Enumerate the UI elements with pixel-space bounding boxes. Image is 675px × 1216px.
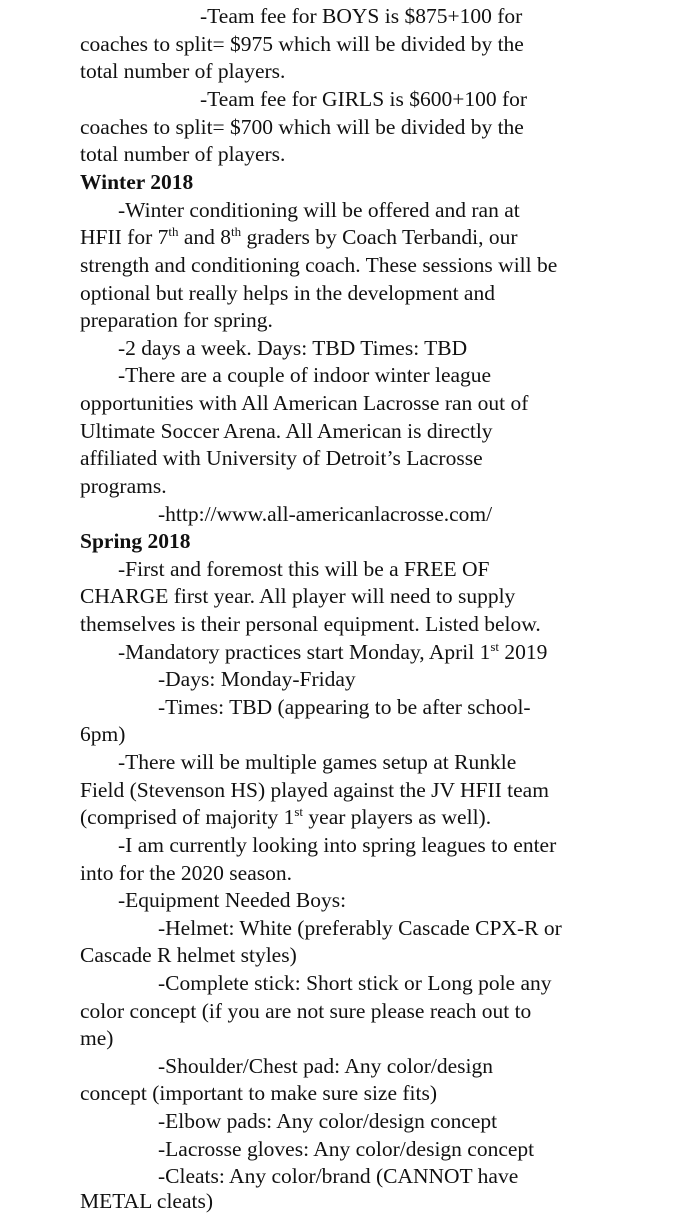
spring-free-line-2: CHARGE first year. All player will need to supply	[80, 584, 516, 608]
equipment-helmet-line-1: -Helmet: White (preferably Cascade CPX-R or	[158, 916, 562, 940]
girls-fee-line-1: -Team fee for GIRLS is $600+100 for	[200, 87, 528, 111]
all-american-lacrosse-link: -http://www.all-americanlacrosse.com/	[158, 502, 493, 526]
spring-practice-days: -Days: Monday-Friday	[158, 667, 356, 691]
winter-leagues-line-4: affiliated with University of Detroit’s Lacrosse	[80, 446, 483, 470]
spring-free-line-3: themselves is their personal equipment. Listed below.	[80, 612, 541, 636]
equipment-cleats-line-2: METAL cleats)	[80, 1189, 213, 1213]
spring-free-line-1: -First and foremost this will be a FREE OF	[118, 557, 490, 581]
spring-practices-start: -Mandatory practices start Monday, April 1st 2019	[118, 639, 548, 664]
girls-fee-line-3: total number of players.	[80, 142, 286, 166]
spring-heading: Spring 2018	[80, 529, 191, 553]
winter-leagues-line-3: Ultimate Soccer Arena. All American is directly	[80, 419, 493, 443]
boys-fee-line-2: coaches to split= $975 which will be divided by the	[80, 32, 524, 56]
winter-leagues-line-2: opportunities with All American Lacrosse ran out of	[80, 391, 529, 415]
spring-practice-times-line-2: 6pm)	[80, 722, 126, 746]
equipment-cleats-line-1: -Cleats: Any color/brand (CANNOT have	[158, 1164, 519, 1188]
spring-leagues-line-2: into for the 2020 season.	[80, 861, 292, 885]
equipment-stick-line-3: me)	[80, 1026, 114, 1050]
winter-leagues-line-1: -There are a couple of indoor winter league	[118, 363, 492, 387]
equipment-elbow-pads: -Elbow pads: Any color/design concept	[158, 1109, 498, 1133]
winter-schedule: -2 days a week. Days: TBD Times: TBD	[118, 336, 468, 360]
winter-conditioning-line-3: strength and conditioning coach. These sessions will be	[80, 253, 558, 277]
winter-conditioning-line-2: HFII for 7th and 8th graders by Coach Terbandi, our	[80, 224, 518, 249]
equipment-stick-line-1: -Complete stick: Short stick or Long pole any	[158, 971, 552, 995]
spring-practice-times-line-1: -Times: TBD (appearing to be after school-	[158, 695, 531, 719]
equipment-shoulder-line-1: -Shoulder/Chest pad: Any color/design	[158, 1054, 494, 1078]
spring-games-line-1: -There will be multiple games setup at Runkle	[118, 750, 517, 774]
boys-fee-line-1: -Team fee for BOYS is $875+100 for	[200, 4, 523, 28]
equipment-heading: -Equipment Needed Boys:	[118, 888, 347, 912]
boys-fee-line-3: total number of players.	[80, 59, 286, 83]
girls-fee-line-2: coaches to split= $700 which will be divided by the	[80, 115, 524, 139]
spring-leagues-line-1: -I am currently looking into spring leagues to enter	[118, 833, 557, 857]
winter-conditioning-line-4: optional but really helps in the development and	[80, 281, 495, 305]
spring-games-line-2: Field (Stevenson HS) played against the JV HFII team	[80, 778, 549, 802]
equipment-gloves: -Lacrosse gloves: Any color/design concept	[158, 1137, 535, 1161]
winter-leagues-line-5: programs.	[80, 474, 167, 498]
winter-conditioning-line-1: -Winter conditioning will be offered and ran at	[118, 198, 520, 222]
winter-conditioning-line-5: preparation for spring.	[80, 308, 273, 332]
equipment-helmet-line-2: Cascade R helmet styles)	[80, 943, 297, 967]
winter-heading: Winter 2018	[80, 170, 194, 194]
spring-games-line-3: (comprised of majority 1st year players as well).	[80, 804, 492, 829]
equipment-stick-line-2: color concept (if you are not sure please reach out to	[80, 999, 532, 1023]
equipment-shoulder-line-2: concept (important to make sure size fits)	[80, 1081, 438, 1105]
